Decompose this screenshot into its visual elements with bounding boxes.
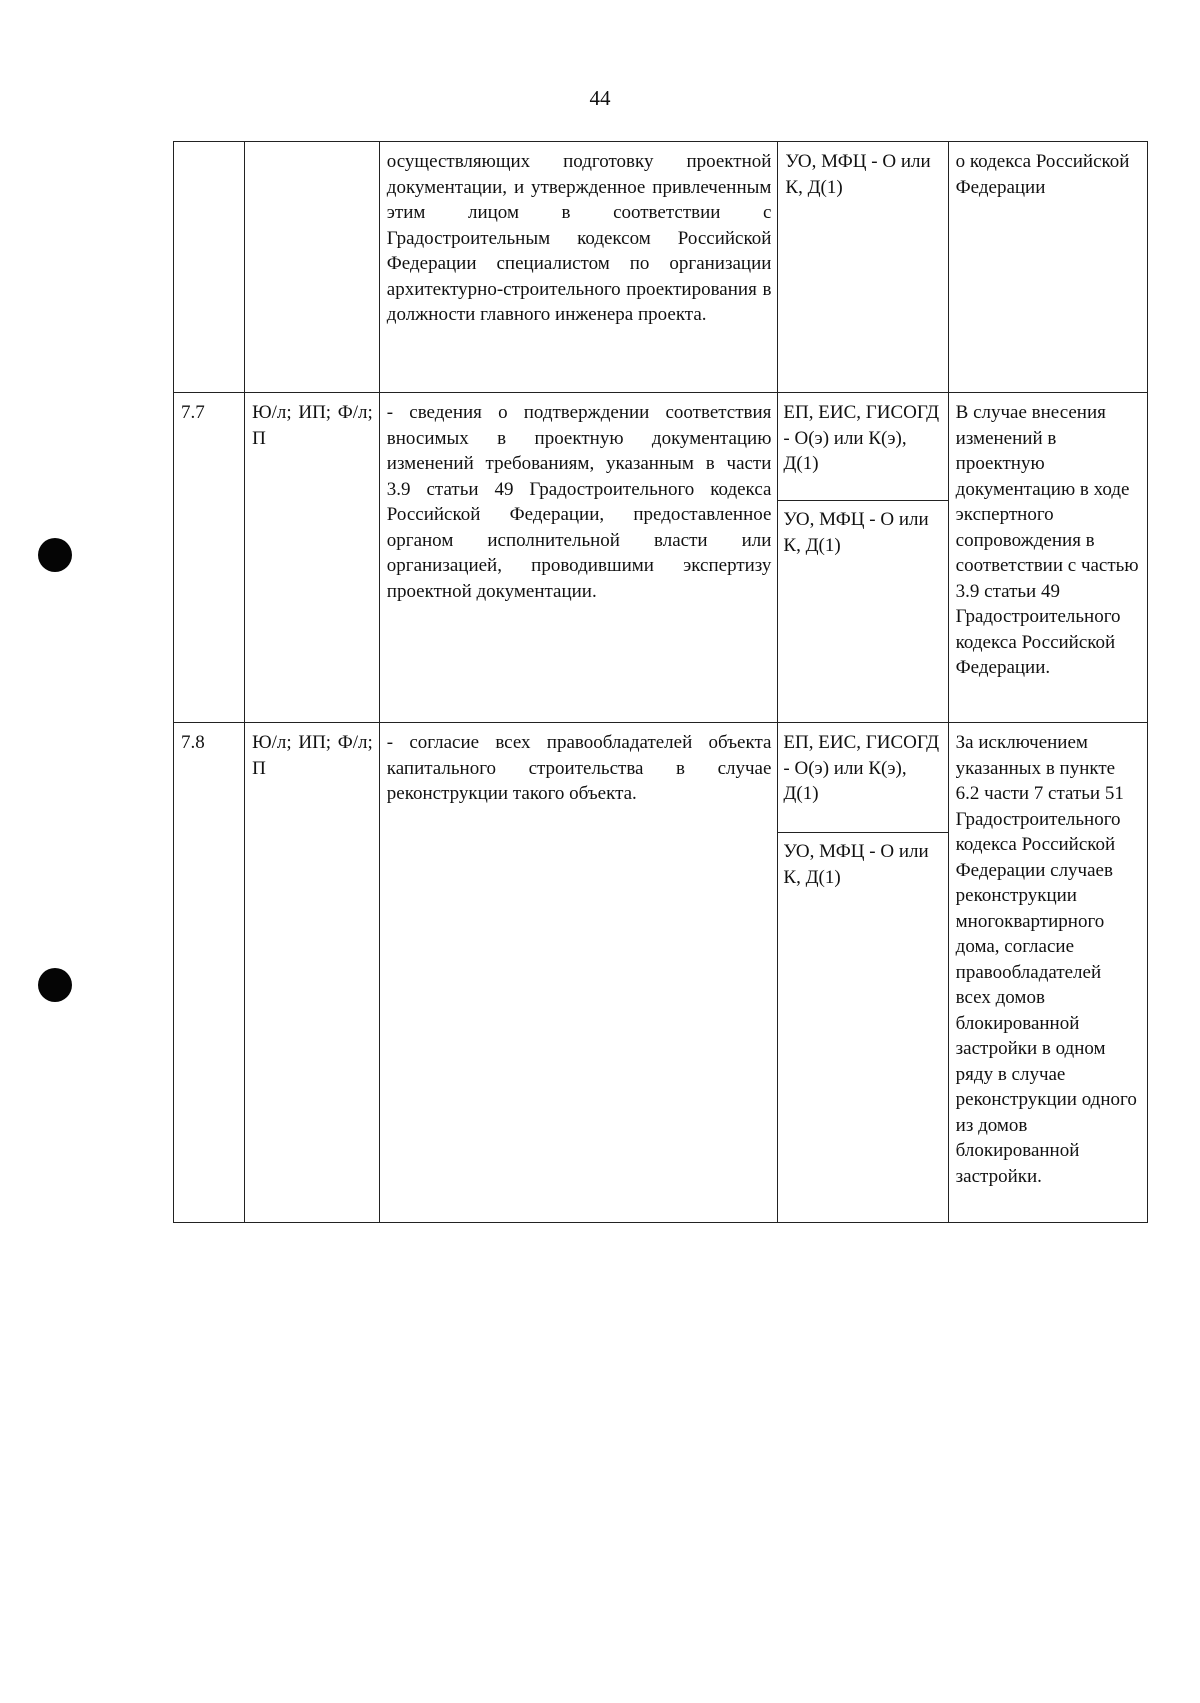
method-electronic: ЕП, ЕИС, ГИСОГД - О(э) или К(э), Д(1) [783, 402, 940, 474]
table-row-7-8 [174, 723, 1148, 1223]
cell-applicants: Ю/л; ИП; Ф/л; П [245, 723, 380, 1223]
method-electronic: ЕП, ЕИС, ГИСОГД - О(э) или К(э), Д(1) [783, 732, 940, 804]
cell-description: - согласие всех правообладателей объекта капитального строительства в случае реконструкции такого объекта. [379, 723, 778, 1223]
cell-notes: о кодекса Российской Федерации [948, 142, 1147, 393]
cell-notes: В случае внесения изменений в проектную документацию в ходе экспертного сопровождения в соответствии с частью 3.9 статьи 49 Градостроительного кодекса Российской Федерации. [948, 393, 1147, 723]
table-row-continuation [174, 142, 1148, 393]
cell-number: 7.7 [174, 393, 245, 723]
cell-number: 7.8 [174, 723, 245, 1223]
page-number: 44 [589, 86, 611, 110]
requirements-table [173, 141, 1148, 1223]
cell-notes: За исключением указанных в пункте 6.2 части 7 статьи 51 Градостроительного кодекса Российской Федерации случаев реконструкции многоквартирного дома, согласие правообладателей всех домов блокированной застройки в одном ряду в случае реконструкции одного из домов блокированной застройки. [948, 723, 1147, 1223]
cell-method [778, 723, 948, 1223]
cell-description: - сведения о подтверждении соответствия вносимых в проектную документацию изменений требованиям, указанным в части 3.9 статьи 49 Градостроительного кодекса Российской Федерации, предоставленное органом исполнительной власти или организацией, проводившими экспертизу проектной документации. [379, 393, 778, 723]
punch-hole-top [38, 538, 72, 572]
table-row-7-7 [174, 393, 1148, 723]
cell-method [778, 393, 948, 723]
cell-description: осуществляющих подготовку проектной документации, и утвержденное привлеченным этим лицом в соответствии с Градостроительным кодексом Российской Федерации специалистом по организации архитектурно-строительного проектирования в должности главного инженера проекта. [379, 142, 778, 393]
cell-number [174, 142, 245, 393]
method-paper: УО, МФЦ - О или К, Д(1) [778, 500, 947, 564]
cell-applicants: Ю/л; ИП; Ф/л; П [245, 393, 380, 723]
punch-hole-bottom [38, 968, 72, 1002]
cell-method: УО, МФЦ - О или К, Д(1) [778, 142, 948, 393]
cell-applicants [245, 142, 380, 393]
method-paper: УО, МФЦ - О или К, Д(1) [778, 832, 947, 896]
